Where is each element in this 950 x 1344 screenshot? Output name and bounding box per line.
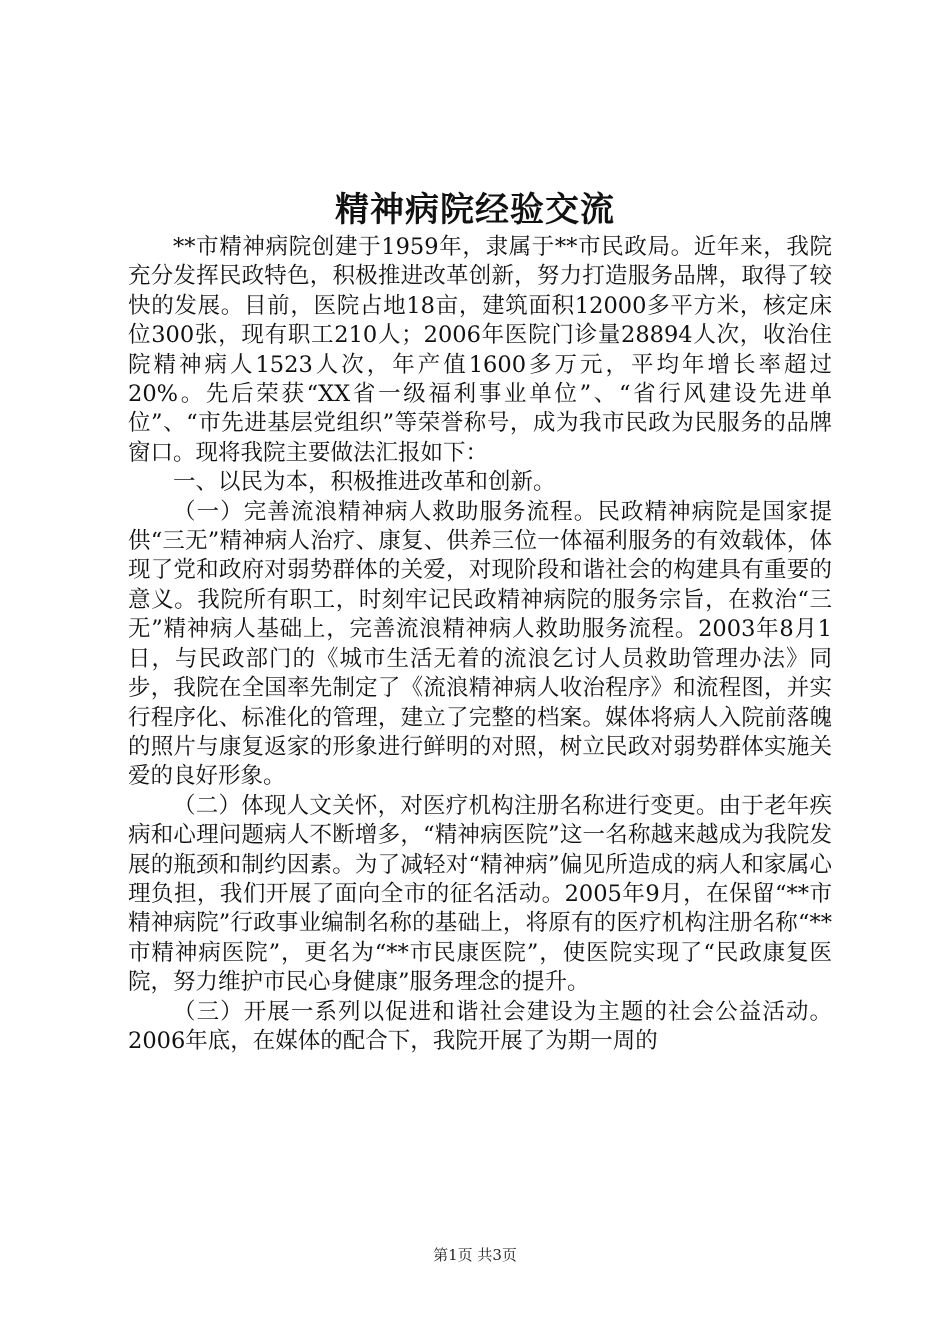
subsection-paragraph-2: （二）体现人文关怀，对医疗机构注册名称进行变更。由于老年疾病和心理问题病人不断增多，“精神病医院”这一名称越来越成为我院发展的瓶颈和制约因素。为了减轻对“精神病”偏见所造成的病人和家属心理负担，我们开展了面向全市的征名活动。2005年9月，在保留“**市精神病院”行政事业编制名称的基础上，将原有的医疗机构注册名称“**市精神病医院”，更名为“**市民康医院”，使医院实现了“民政康复医院，努力维护市民心身健康”服务理念的提升。 — [128, 792, 832, 996]
document-body — [128, 233, 832, 1056]
subsection-paragraph-3: （三）开展一系列以促进和谐社会建设为主题的社会公益活动。2006年底，在媒体的配合下，我院开展了为期一周的 — [128, 998, 832, 1054]
section-heading-1: 一、以民为本，积极推进改革和创新。 — [173, 469, 556, 496]
document-title: 精神病院经验交流 — [335, 190, 615, 230]
intro-paragraph: **市精神病院创建于1959年，隶属于**市民政局。近年来，我院充分发挥民政特色，积极推进改革创新，努力打造服务品牌，取得了较快的发展。目前，医院占地18亩，建筑面积12000多平方米，核定床位300张，现有职工210人；2006年医院门诊量28894人次，收治住院精神病人1523人次，年产值1600多万元，平均年增长率超过20%。先后荣获“XX省一级福利事业单位”、“省行风建设先进单位”、“市先进基层党组织”等荣誉称号，成为我市民政为民服务的品牌窗口。现将我院主要做法汇报如下： — [128, 234, 832, 466]
page-number-footer: 第1页 共3页 — [433, 1246, 517, 1264]
subsection-paragraph-1: （一）完善流浪精神病人救助服务流程。民政精神病院是国家提供“三无”精神病人治疗、康复、供养三位一体福利服务的有效载体，体现了党和政府对弱势群体的关爱，对现阶段和谐社会的构建具有重要的意义。我院所有职工，时刻牢记民政精神病院的服务宗旨，在救治“三无”精神病人基础上，完善流浪精神病人救助服务流程。2003年8月1日，与民政部门的《城市生活无着的流浪乞讨人员救助管理办法》同步，我院在全国率先制定了《流浪精神病人收治程序》和流程图，并实行程序化、标准化的管理，建立了完整的档案。媒体将病人入院前落魄的照片与康复返家的形象进行鲜明的对照，树立民政对弱势群体实施关爱的良好形象。 — [128, 498, 832, 790]
